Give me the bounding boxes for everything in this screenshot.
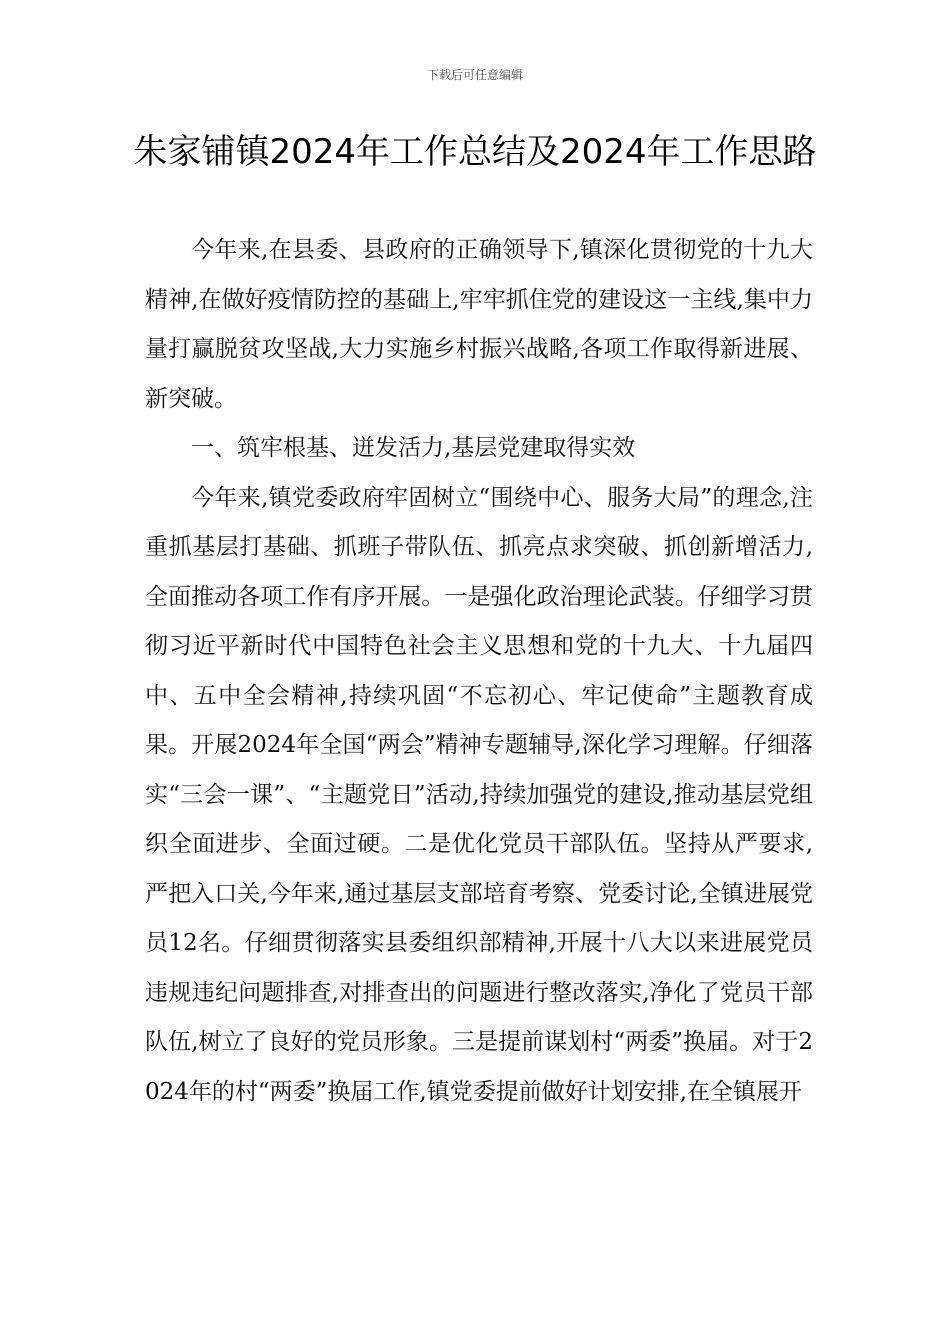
- document-title: 朱家铺镇2024年工作总结及2024年工作思路: [133, 132, 817, 172]
- header-note: 下载后可任意编辑: [426, 68, 523, 82]
- body-paragraph: 今年来,镇党委政府牢固树立“围绕中心、服务大局”的理念,注重抓基层打基础、抓班子带队伍、抓亮点求突破、抓创新增活力,全面推动各项工作有序开展。一是强化政治理论武装。仔细学习贯彻习近平新时代中国特色社会主义思想和党的十九大、十九届四中、五中全会精神,持续巩固“不忘初心、牢记使命”主题教育成果。开展2024年全国“两会”精神专题辅导,深化学习理解。仔细落实“三会一课”、“主题党日”活动,持续加强党的建设,推动基层党组织全面进步、全面过硬。二是优化党员干部队伍。坚持从严要求,严把入口关,今年来,通过基层支部培育考察、党委讨论,全镇进展党员12名。仔细贯彻落实县委组织部精神,开展十八大以来进展党员违规违纪问题排查,对排查出的问题进行整改落实,净化了党员干部队伍,树立了良好的党员形象。三是提前谋划村“两委”换届。对于2024年的村“两委”换届工作,镇党委提前做好计划安排,在全镇展开: [145, 484, 813, 1105]
- section-heading: 一、筑牢根基、迸发活力,基层党建取得实效: [191, 435, 636, 461]
- intro-paragraph: 今年来,在县委、县政府的正确领导下,镇深化贯彻党的十九大精神,在做好疫情防控的基础上,牢牢抓住党的建设这一主线,集中力量打赢脱贫攻坚战,大力实施乡村振兴战略,各项工作取得新进展、新突破。: [145, 237, 813, 412]
- document-body: [145, 226, 813, 1117]
